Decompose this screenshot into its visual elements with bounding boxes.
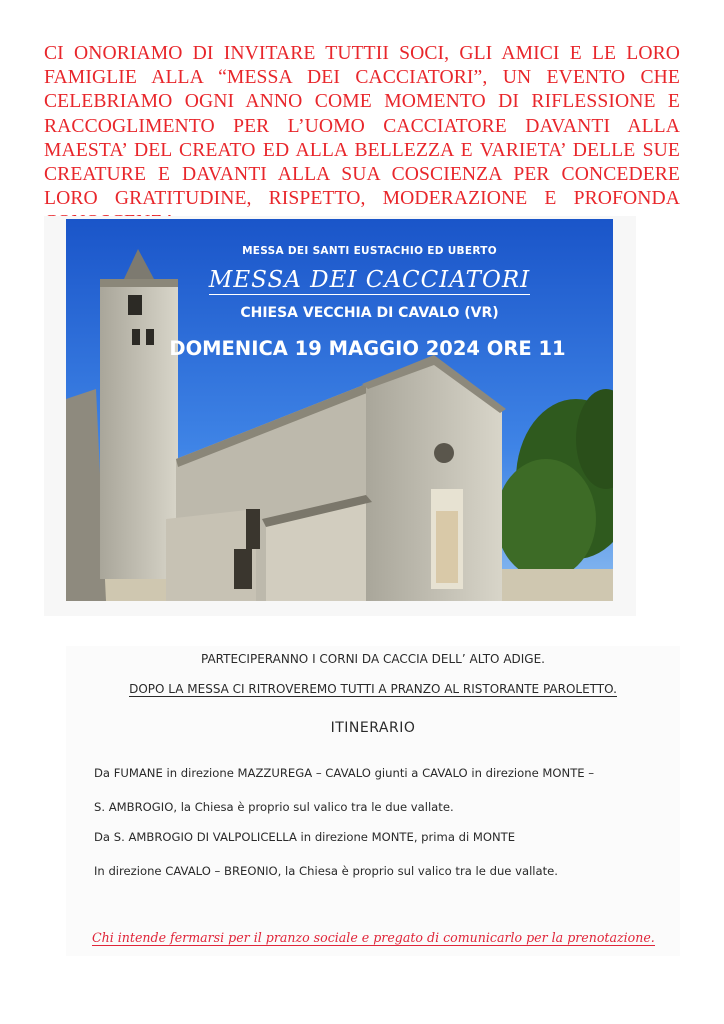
itinerary-line: Da S. AMBROGIO DI VALPOLICELLA in direzione MONTE, prima di MONTE [94,830,516,844]
poster-date: DOMENICA 19 MAGGIO 2024 ORE 11 [169,337,566,360]
itinerary-line: S. AMBROGIO, la Chiesa è proprio sul valico tra le due vallate. [94,800,454,814]
poster-subtitle: MESSA DEI SANTI EUSTACHIO ED UBERTO [242,245,497,257]
church-photo [66,219,613,601]
invitation-text: CI ONORIAMO DI INVITARE TUTTII SOCI, GLI AMICI E LE LORO FAMIGLIE ALLA “MESSA DEI CACCIATORI”, UN EVENTO CHE CELEBRIAMO OGNI ANNO COME MOMENTO DI RIFLESSIONE E RACCOGLIMENTO PER L’UOMO CACCIATORE DAVANTI ALLA MAESTA’ DEL CREATO ED ALLA BELLEZZA E VARIETA’ DELLE SUE CREATURE E DAVANTI ALLA SUA COSCIENZA PER CONCEDERE LORO GRATITUDINE, RISPETTO, MODERAZIONE E PROFONDA [44,43,680,210]
reservation-note [92,930,682,945]
itinerary-line: In direzione CAVALO – BREONIO, la Chiesa è proprio sul valico tra le due vallate. [94,864,558,878]
poster-title [66,267,613,293]
itinerary-line: Da FUMANE in direzione MAZZUREGA – CAVALO giunti a CAVALO in direzione MONTE – [94,766,595,780]
poster-place: CHIESA VECCHIA DI CAVALO (VR) [240,305,499,321]
reservation-note-text: Chi intende fermarsi per il pranzo sociale e pregato di comunicarlo per la prenotazione. [92,930,655,945]
itinerary-heading: ITINERARIO [330,720,416,736]
horns-line: PARTECIPERANNO I CORNI DA CACCIA DELL’ ALTO ADIGE. [201,652,545,666]
details-card [66,646,680,956]
poster-title-text: MESSA DEI CACCIATORI [208,267,531,293]
lunch-line [66,682,680,696]
event-poster [44,216,636,616]
lunch-line-text: DOPO LA MESSA CI RITROVEREMO TUTTI A PRANZO AL RISTORANTE PAROLETTO. [129,682,617,696]
